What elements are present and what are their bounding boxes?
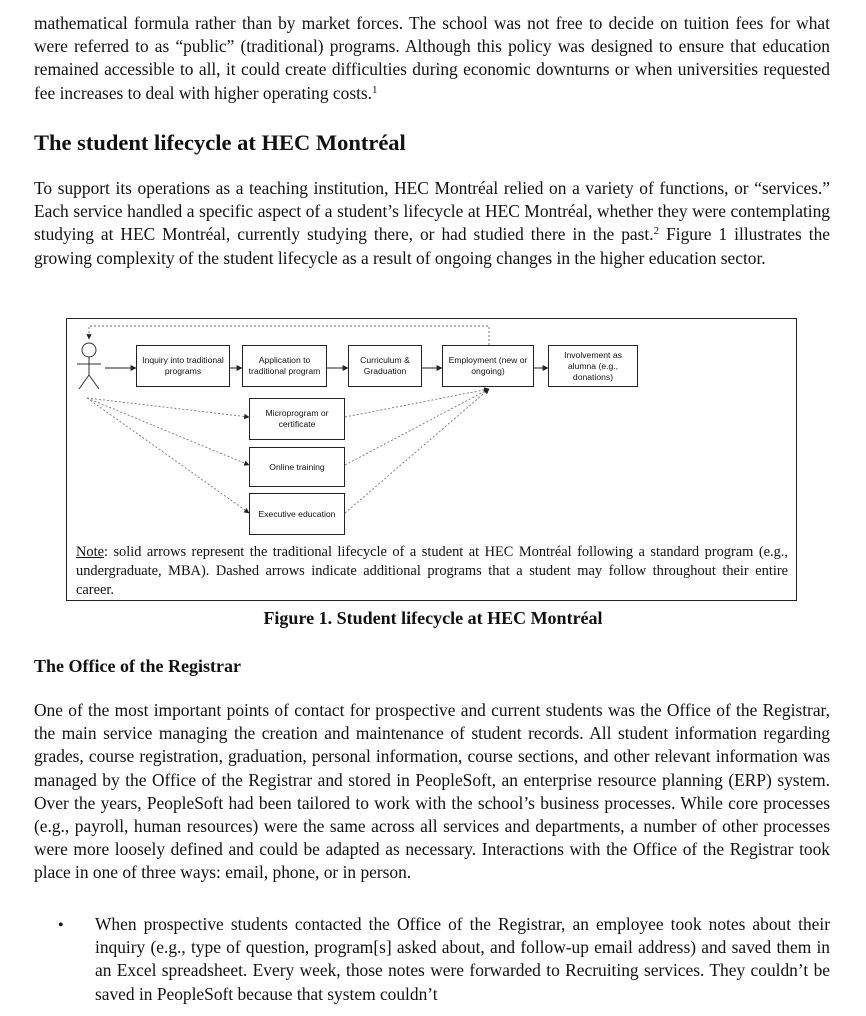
figure-note — [76, 543, 788, 601]
node-microprogram: Microprogram or certificate — [249, 398, 345, 440]
node-executive-education: Executive education — [249, 493, 345, 535]
note-label: Note — [76, 544, 104, 560]
node-curriculum: Curriculum & Graduation — [348, 345, 422, 387]
bullet-item: When prospective students contacted the Office of the Registrar, an employee took notes about their inquiry (e.g., type of question, program[s] asked about, and follow-up email address) and saved them in an Excel spreadsheet. Every week, those notes were forwarded to Recruiting services. They couldn’t be saved in PeopleSoft because that system couldn’t — [95, 914, 830, 1004]
section-heading-lifecycle: The student lifecycle at HEC Montréal — [34, 130, 406, 155]
node-online-training: Online training — [249, 447, 345, 487]
footnote-2[interactable]: 2 — [653, 225, 660, 238]
figure-caption: Figure 1. Student lifecycle at HEC Montréal — [263, 608, 603, 628]
registrar-paragraph: One of the most important points of contact for prospective and current students was the Office of the Registrar, the main service managing the creation and maintenance of student records. All student information regarding grades, course registration, graduation, personal information, course sections, and other relevant information was managed by the Office of the Registrar and stored in PeopleSoft, an enterprise resource planning (ERP) system. Over the years, PeopleSoft had been tailored to work with the school’s business processes. While core processes (e.g., payroll, human resources) were the same across all services and departments, a number of other processes were more loosely defined and could be adapted as necessary. Interactions with the Office of the Registrar took place in one of three ways: email, phone, or in person. — [34, 700, 830, 883]
lifecycle-paragraph: To support its operations as a teaching institution, HEC Montréal relied on a variety of functions, or “services.” Each service handled a specific aspect of a student’s lifecycle at HEC Montréal, whether they were contemplating studying at HEC Montréal, currently studying there, or had studied there in the past.$^2$ Figure 1 illustrates the growing complexity of the student lifecycle as a result of ongoing changes in the higher education sector. — [34, 178, 831, 268]
intro-paragraph: mathematical formula rather than by market forces. The school was not free to decide on tuition fees for what were referred to as “public” (traditional) programs. Although this policy was designed to ensure that education remained accessible to all, it could create difficulties during economic downturns or when universities requested fee increases to deal with higher operating costs.$^1$ — [34, 13, 830, 103]
footnote-1[interactable]: 1 — [372, 83, 378, 96]
node-employment: Employment (new or ongoing) — [442, 345, 534, 387]
node-involvement: Involvement as alumna (e.g., donations) — [548, 345, 638, 387]
figure-student-lifecycle — [66, 318, 797, 601]
student-figure-icon — [77, 343, 101, 389]
node-application: Application to traditional program — [242, 345, 327, 387]
note-text: : solid arrows represent the traditional lifecycle of a student at HEC Montréal following a standard program (e.g., undergraduate, MBA). Dashed arrows indicate additional programs that a student may follow throughout their entire career. — [76, 544, 788, 599]
bullet-icon: • — [58, 917, 64, 934]
node-inquiry: Inquiry into traditional programs — [136, 345, 230, 387]
section-heading-registrar: The Office of the Registrar — [34, 656, 241, 676]
